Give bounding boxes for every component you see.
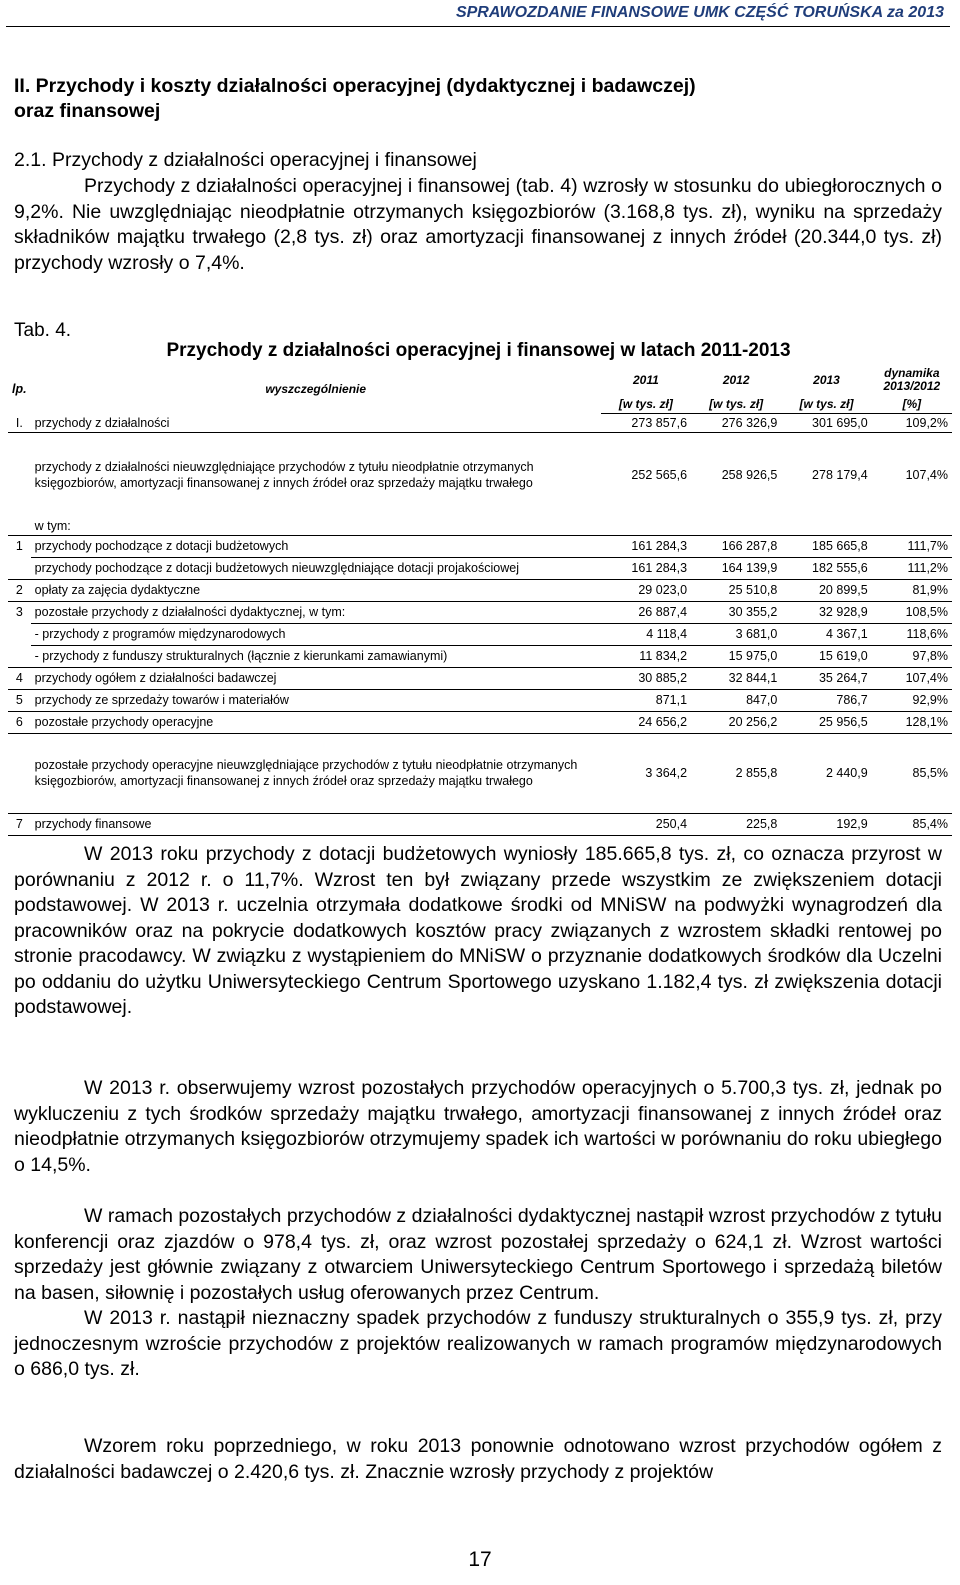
- table-row: przychody z działalności nieuwzględniające przychodów z tytułu nieodpłatnie otrzymanych księgozbiorów, amortyzacji finansowanej z innych źródeł oraz sprzedaży majątku trwałego 252 565,6 258 926,5 278 179,4 107,4%: [34, 459, 948, 490]
- body-paragraph: W 2013 r. nastąpił nieznaczny spadek przychodów z funduszy strukturalnych o 355,9 tys. zł, przy jednoczesnym wzroście przychodów z projektów realizowanych w ramach programów międzynarodowych o 686,0 tys. zł.: [14, 1307, 942, 1380]
- col-lp: lp.: [12, 382, 27, 397]
- unit-pct: [%]: [872, 395, 952, 414]
- col-2011: 2011: [632, 373, 659, 387]
- unit-2011: [w tys. zł]: [601, 395, 691, 414]
- table-row: pozostałe przychody operacyjne nieuwzględniające przychodów z tytułu nieodpłatnie otrzymanych księgozbiorów, amortyzacji finansowanej z innych źródeł oraz sprzedaży majątku trwałego 3 364,2 2 855,8 2 440,9 85,5%: [8, 733, 952, 813]
- table-row: 2 opłaty za zajęcia dydaktyczne 29 023,0 25 510,8 20 899,5 81,9%: [8, 579, 952, 601]
- col-2012: 2012: [722, 373, 750, 387]
- revenue-table: [8, 365, 952, 836]
- table-label: Tab. 4.: [14, 320, 72, 341]
- intro-paragraph: Przychody z działalności operacyjnej i finansowej (tab. 4) wzrosły w stosunku do ubiegłorocznych o 9,2%. Nie uwzględniając nieodpłatnie otrzymanych księgozbiorów (3.168,8 tys. zł), wyniku na sprzedaży składników majątku trwałego (2,8 tys. zł) oraz amortyzacji finansowanej z innych źródeł (20.344,0 tys. zł) przychody wzrosły o 7,4%.: [14, 175, 942, 274]
- table-row: 6 pozostałe przychody operacyjne 24 656,2 20 256,2 25 956,5 128,1%: [15, 715, 948, 729]
- body-paragraph: Wzorem roku poprzedniego, w roku 2013 ponownie odnotowano wzrost przychodów ogółem z działalności badawczej o 2.420,6 tys. zł. Znacznie wzrosły przychody z projektów: [14, 1435, 942, 1483]
- table-row: I. przychody z działalności 273 857,6 276 326,9 301 695,0 109,2%: [8, 414, 952, 433]
- unit-2012: [w tys. zł]: [691, 395, 781, 414]
- section-title-line-2: oraz finansowej: [14, 100, 161, 122]
- subsection-title: 2.1. Przychody z działalności operacyjnej i finansowej: [14, 149, 477, 171]
- table-row: w tym:: [8, 517, 952, 536]
- table-row: 4 przychody ogółem z działalności badawczej 30 885,2 32 844,1 35 264,7 107,4%: [8, 667, 952, 689]
- table-row: 7 przychody finansowe 250,4 225,8 192,9 85,4%: [8, 813, 952, 835]
- table-row: 1 przychody pochodzące z dotacji budżetowych 161 284,3 166 287,8 185 665,8 111,7%: [8, 535, 952, 557]
- unit-2013: [w tys. zł]: [781, 395, 871, 414]
- table-row: - przychody z funduszy strukturalnych (łącznie z kierunkami zamawianymi) 11 834,2 15 975,0 15 619,0 97,8%: [8, 645, 952, 667]
- document-header: SPRAWOZDANIE FINANSOWE UMK CZĘŚĆ TORUŃSKA za 2013: [455, 4, 944, 21]
- section-title-line-1: II. Przychody i koszty działalności operacyjnej (dydaktycznej i badawczej): [14, 75, 696, 97]
- body-paragraph: W ramach pozostałych przychodów z działalności dydaktycznej nastąpił wzrost przychodów z tytułu konferencji oraz zjazdów o 978,4 tys. zł, oraz wzrost pozostałej sprzedaży o 624,1 zł. Wzrost wartości sprzedaży jest głównie związany z otwarciem Uniwersyteckiego Centrum Sportowego i sprzedażą biletów na basen, siłownię i pozostałych usług oferowanych przez Centrum.: [14, 1205, 942, 1304]
- table-title: Przychody z działalności operacyjnej i finansowej w latach 2011-2013: [166, 340, 791, 361]
- page-number: 17: [468, 1548, 492, 1571]
- header-rule: [6, 26, 950, 27]
- col-desc: wyszczególnienie: [265, 382, 367, 397]
- table-row: 5 przychody ze sprzedaży towarów i materiałów 871,1 847,0 786,7 92,9%: [8, 689, 952, 711]
- table-row: 3 pozostałe przychody z działalności dydaktycznej, w tym: 26 887,4 30 355,2 32 928,9 108,5%: [8, 601, 952, 623]
- table-header-row: [8, 365, 952, 395]
- col-dynamics: dynamika 2013/2012: [883, 366, 941, 393]
- body-paragraph: W 2013 roku przychody z dotacji budżetowych wyniosły 185.665,8 tys. zł, co oznacza przyrost w porównaniu z 2012 r. o 11,7%. Wzrost ten był związany przede wszystkim ze zwiększeniem dotacji podstawowej. W 2013 r. uczelnia otrzymała dodatkowe środki od MNiSW na podwyżki wynagrodzeń dla pracowników oraz na pokrycie dodatkowych kosztów pracy związanych z wzrostem składki rentowej po stronie pracodawcy. W związku z wystąpieniem do MNiSW o przyznanie dodatkowych środków dla Uczelni po oddaniu do użytku Uniwersyteckiego Centrum Sportowego uzyskano 1.182,4 tys. zł zwiększenia dotacji podstawowej.: [14, 843, 942, 1018]
- table-row: - przychody z programów międzynarodowych 4 118,4 3 681,0 4 367,1 118,6%: [8, 623, 952, 645]
- col-2013: 2013: [813, 373, 840, 387]
- table-row: przychody pochodzące z dotacji budżetowych nieuwzględniające dotacji projakościowej 161 284,3 164 139,9 182 555,6 111,2%: [8, 557, 952, 579]
- body-paragraph: W 2013 r. obserwujemy wzrost pozostałych przychodów operacyjnych o 5.700,3 tys. zł, jednak po wykluczeniu z tych środków sprzedaży majątku trwałego, amortyzacji finansowanej z innych źródeł oraz nieodpłatnie otrzymanych księgozbiorów otrzymujemy spadek ich wartości w porównaniu do roku ubiegłego o 14,5%.: [14, 1077, 942, 1176]
